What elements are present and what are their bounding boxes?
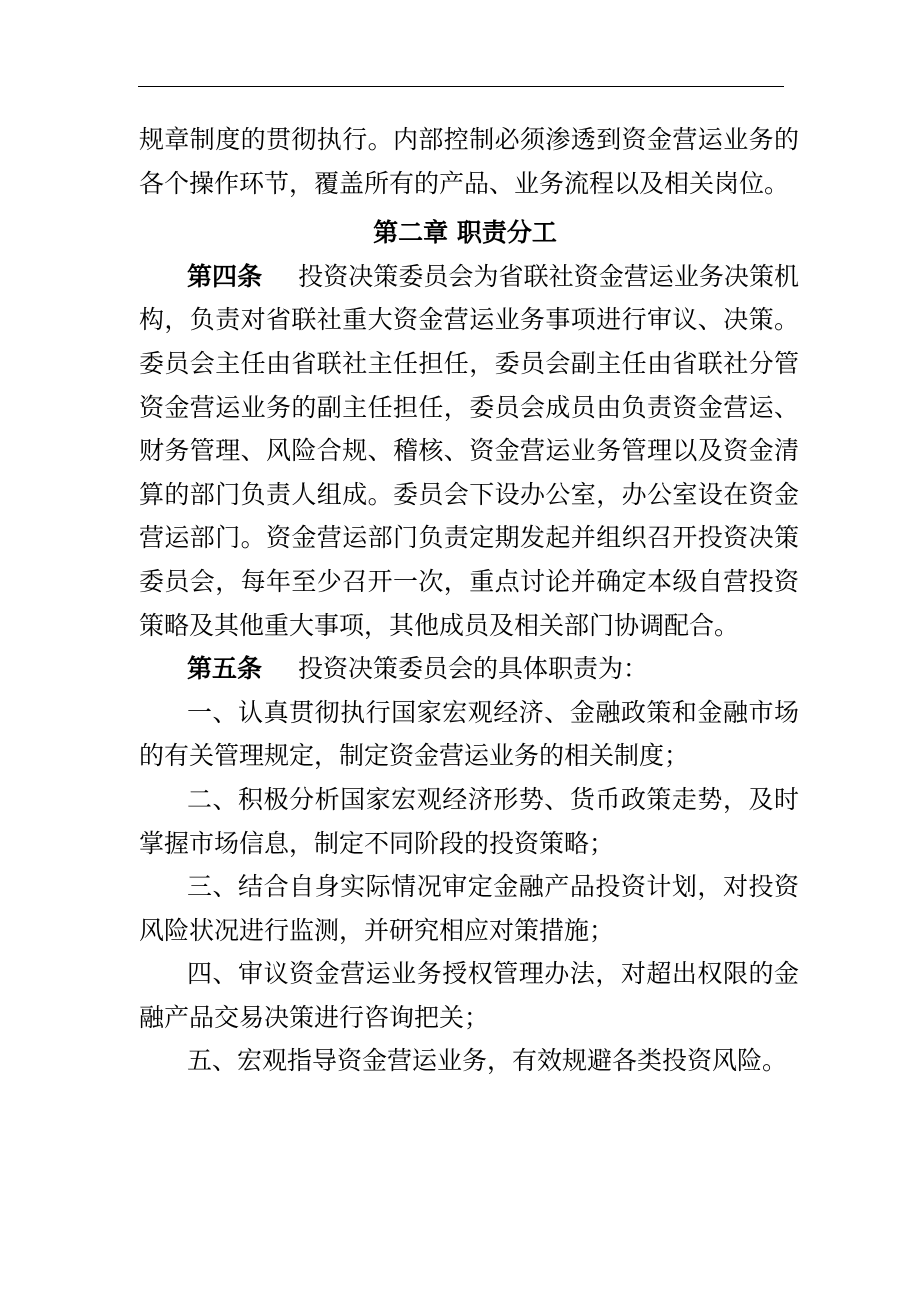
article-4-paragraph [139,255,799,647]
chapter-title: 第二章 职责分工 [373,218,557,248]
article-5-item-1: 一、认真贯彻执行国家宏观经济、金融政策和金融市场的有关管理规定，制定资金营运业务的相关制度； [139,697,799,771]
article-4-label: 第四条 [187,261,263,291]
article-5-item-4: 四、审议资金营运业务授权管理办法，对超出权限的金融产品交易决策进行咨询把关； [139,959,799,1032]
document-body [139,118,799,1083]
continuation-paragraph: 规章制度的贯彻执行。内部控制必须渗透到资金营运业务的各个操作环节，覆盖所有的产品、业务流程以及相关岗位。 [139,125,799,198]
article-5-item-5: 五、宏观指导资金营运业务，有效规避各类投资风险。 [187,1046,788,1076]
header-rule [138,86,784,87]
article-5-paragraph [139,647,799,691]
article-5-item-3: 三、结合自身实际情况审定金融产品投资计划，对投资风险状况进行监测，并研究相应对策措施； [139,872,799,945]
article-4-text: 投资决策委员会为省联社资金营运业务决策机构，负责对省联社重大资金营运业务事项进行审议、决策。委员会主任由省联社主任担任，委员会副主任由省联社分管资金营运业务的副主任担任，委员会成员由负责资金营运、财务管理、风险合规、稽核、资金营运业务管理以及资金清算的部门负责人组成。委员会下设办公室，办公室设在资金营运部门。资金营运部门负责定期发起并组织召开投资决策委员会，每年至少召开一次，重点讨论并确定本级自营投资策略及其他重大事项，其他成员及相关部门协调配合。 [139,261,799,640]
article-5-text: 投资决策委员会的具体职责为： [298,654,649,684]
article-5-item-2: 二、积极分析国家宏观经济形势、货币政策走势，及时掌握市场信息，制定不同阶段的投资策略； [139,784,799,858]
article-5-label: 第五条 [187,654,263,684]
